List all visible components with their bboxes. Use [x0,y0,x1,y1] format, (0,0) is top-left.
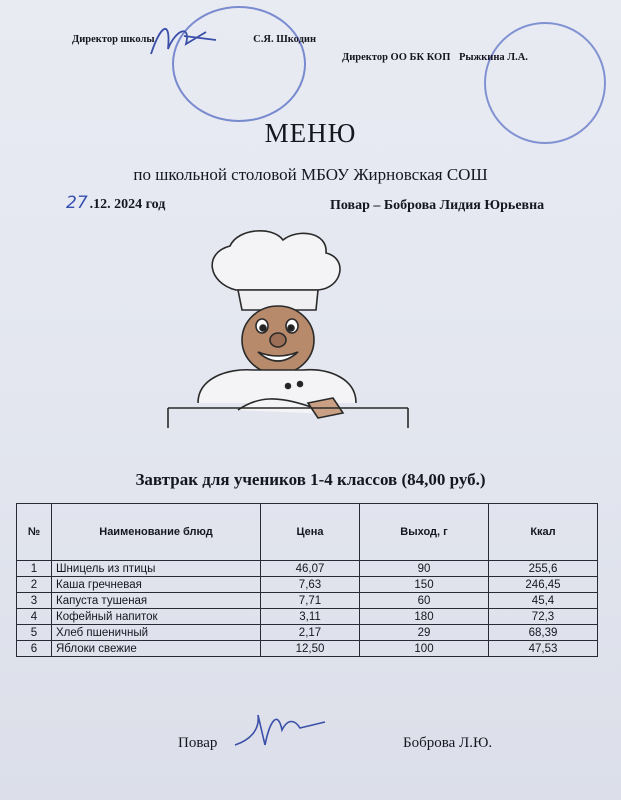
menu-date-day: 27 [66,193,88,213]
row-yield: 29 [360,625,489,641]
menu-date-rest: .12. 2024 год [89,197,166,212]
row-price: 3,11 [261,609,360,625]
row-yield: 180 [360,609,489,625]
col-number-header: № [17,504,52,561]
meal-title: Завтрак для учеников 1-4 классов (84,00 руб.) [135,470,486,489]
table-row [17,641,598,657]
page-subtitle: по школьной столовой МБОУ Жирновская СОШ [133,165,488,184]
row-yield: 90 [360,561,489,577]
row-price: 2,17 [261,625,360,641]
cook-line: Повар – Боброва Лидия Юрьевна [330,198,545,213]
row-number: 1 [17,561,52,577]
row-price: 7,63 [261,577,360,593]
row-number: 3 [17,593,52,609]
row-dish: Капуста тушеная [52,593,261,609]
cook-signature [230,700,330,755]
row-kcal: 47,53 [489,641,598,657]
row-number: 2 [17,577,52,593]
row-dish: Шницель из птицы [52,561,261,577]
row-kcal: 255,6 [489,561,598,577]
row-dish: Каша гречневая [52,577,261,593]
footer-name: Боброва Л.Ю. [403,735,493,751]
approval-right [342,52,528,63]
col-yield-header: Выход, г [360,504,489,561]
menu-date [66,193,165,213]
row-number: 6 [17,641,52,657]
table-row [17,609,598,625]
page-title: МЕНЮ [264,118,357,148]
approval-right-role: Директор ОО БК КОП [342,52,451,63]
footer-role: Повар [178,735,218,751]
row-kcal: 45,4 [489,593,598,609]
chef-illustration [158,228,418,428]
row-price: 7,71 [261,593,360,609]
row-kcal: 246,45 [489,577,598,593]
row-price: 12,50 [261,641,360,657]
row-number: 4 [17,609,52,625]
table-row [17,577,598,593]
row-kcal: 68,39 [489,625,598,641]
row-number: 5 [17,625,52,641]
row-yield: 60 [360,593,489,609]
col-dish-header: Наименование блюд [52,504,261,561]
approval-left-name: С.Я. Шкодин [253,34,317,45]
approval-right-name: Рыжкина Л.А. [459,52,528,63]
col-price-header: Цена [261,504,360,561]
approval-left-role: Директор школы [72,34,155,45]
row-dish: Кофейный напиток [52,609,261,625]
row-price: 46,07 [261,561,360,577]
row-yield: 100 [360,641,489,657]
table-row [17,561,598,577]
row-dish: Яблоки свежие [52,641,261,657]
table-row [17,625,598,641]
row-yield: 150 [360,577,489,593]
col-kcal-header: Ккал [489,504,598,561]
row-dish: Хлеб пшеничный [52,625,261,641]
director-signature [146,14,226,64]
row-kcal: 72,3 [489,609,598,625]
table-row [17,593,598,609]
table-header-row [17,504,598,561]
menu-table [16,503,598,657]
